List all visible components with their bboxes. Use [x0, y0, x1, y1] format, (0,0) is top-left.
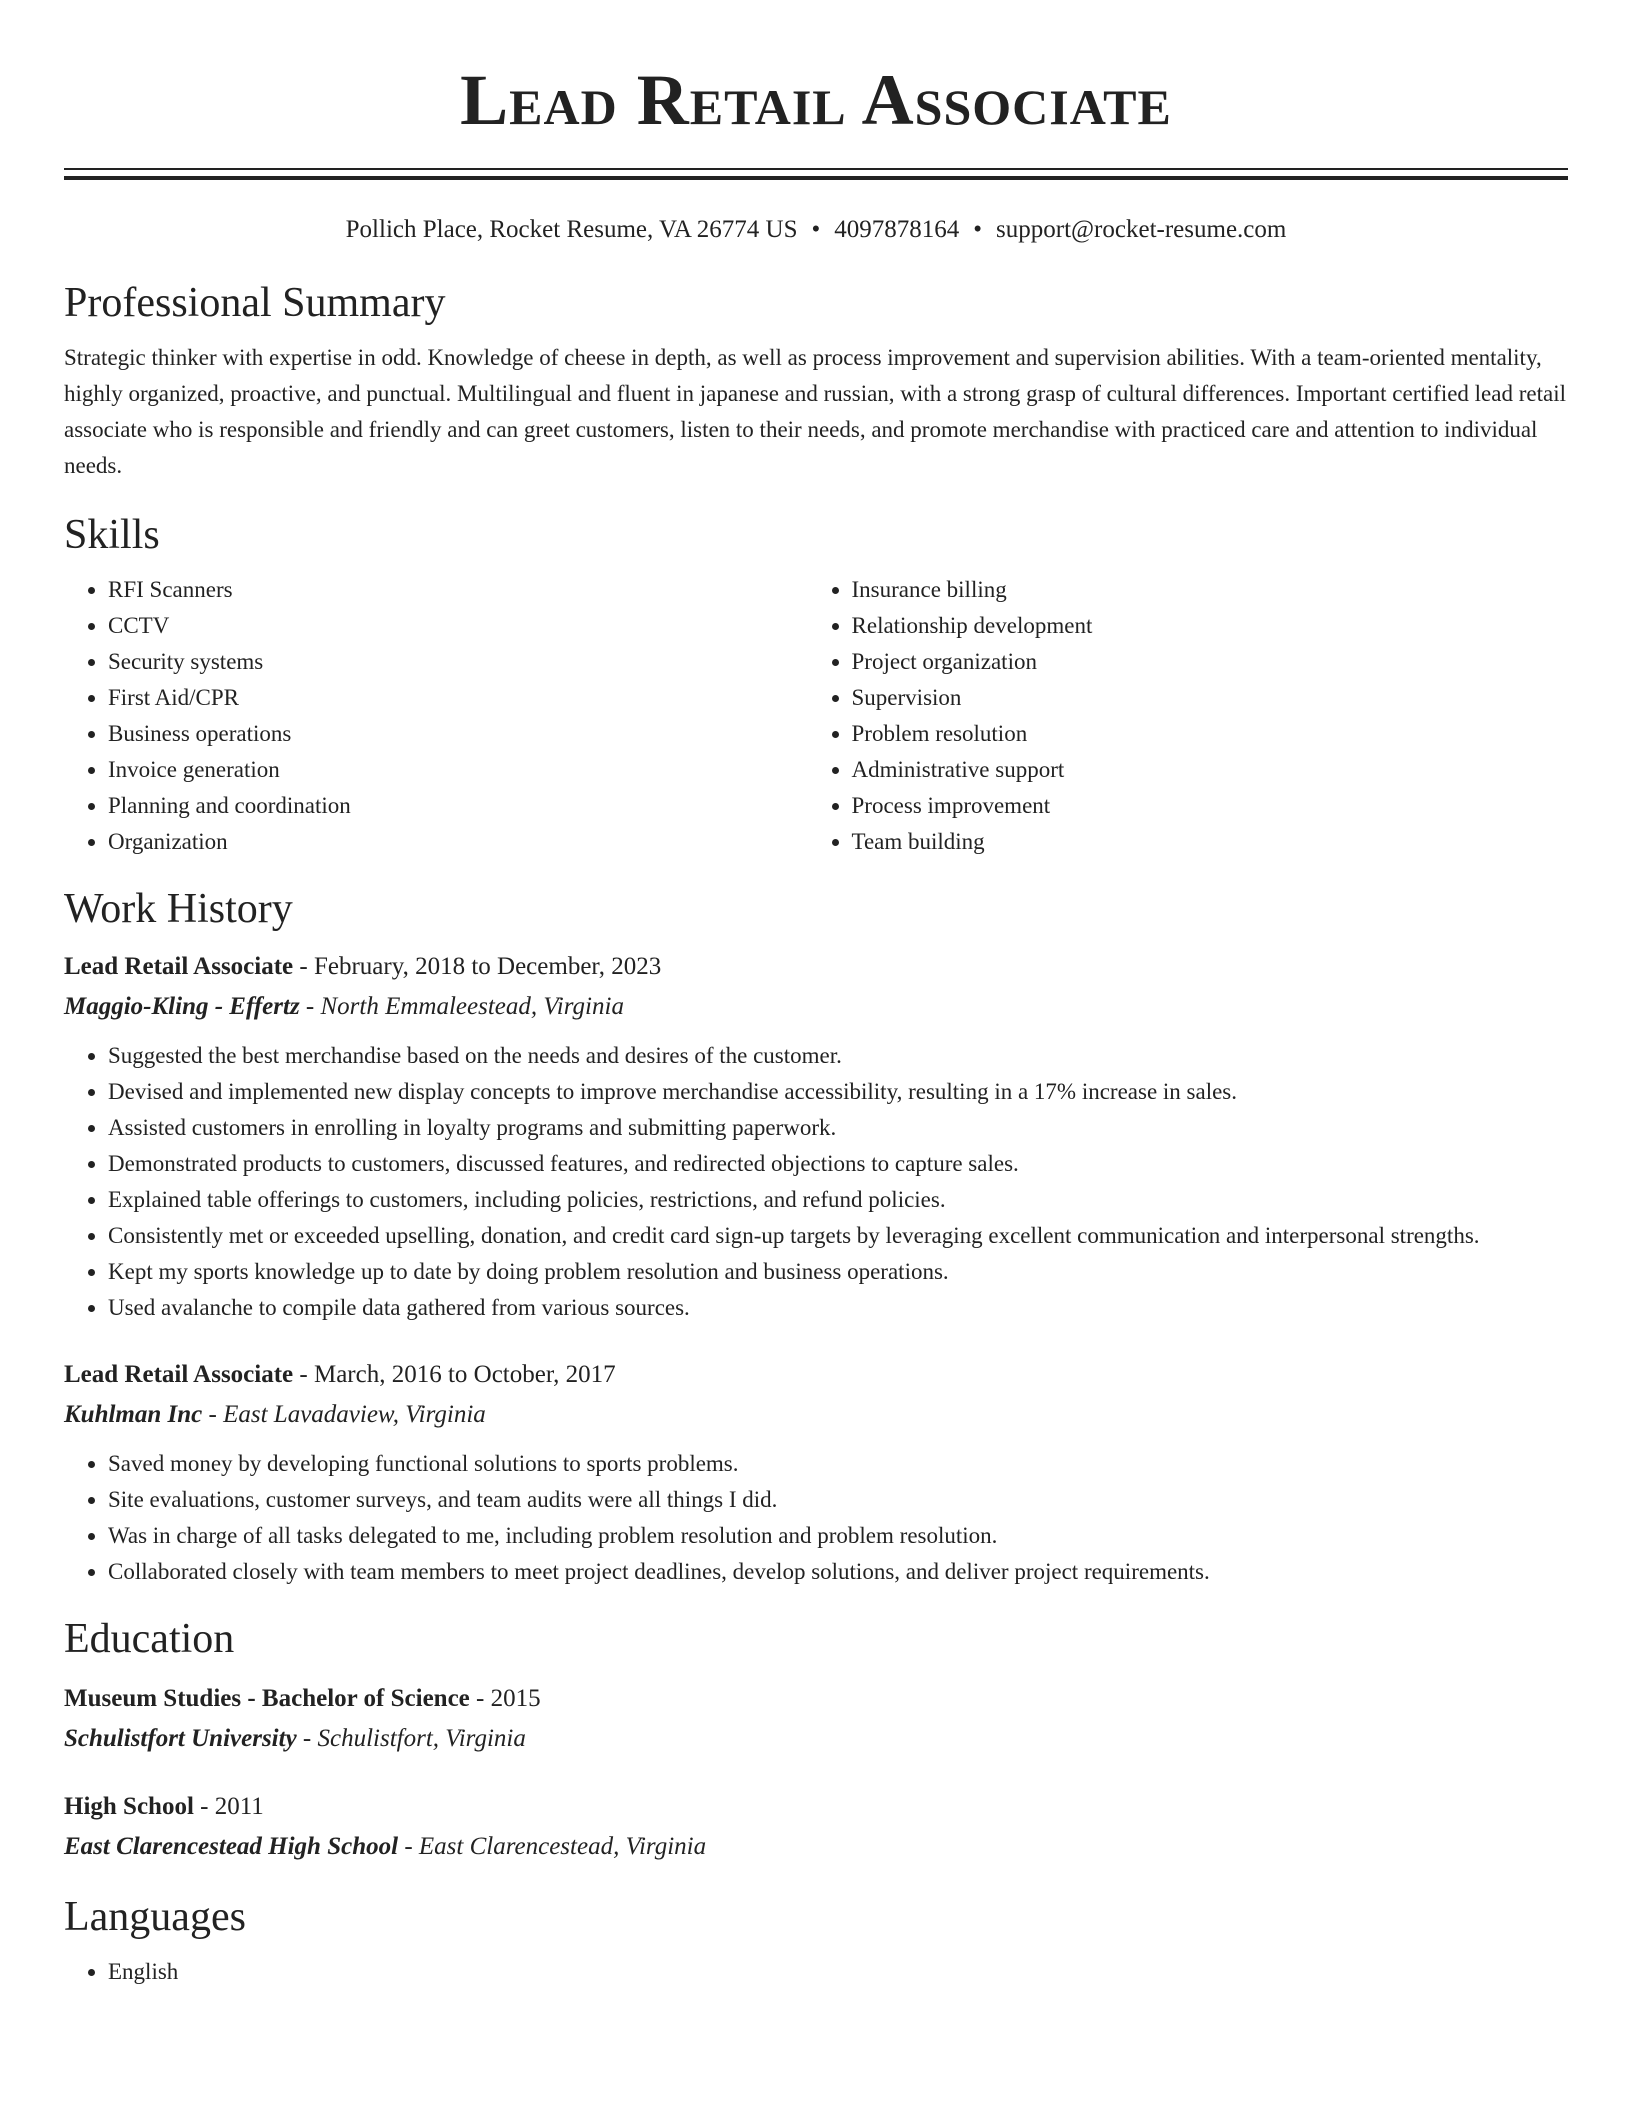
- job-bullet: • Demonstrated products to customers, discussed features, and redirected objections to capture sales.: [108, 1146, 1568, 1182]
- skill-item: • Administrative support: [852, 752, 1568, 788]
- contact-email: support@rocket-resume.com: [996, 216, 1287, 243]
- contact-separator: •: [973, 216, 983, 243]
- skill-item: • Planning and coordination: [108, 788, 808, 824]
- languages-section: [64, 1892, 1568, 1990]
- header-divider: [64, 168, 1568, 180]
- job-bullet: • Collaborated closely with team members to meet project deadlines, develop solutions, and deliver project requirements.: [108, 1554, 1568, 1590]
- job-entry: [64, 948, 1568, 1326]
- education-year: - 2015: [469, 1685, 541, 1712]
- job-heading: [64, 1356, 1568, 1394]
- education-location: - Schulistfort, Virginia: [296, 1725, 526, 1752]
- skills-columns: [64, 572, 1568, 860]
- job-role: Lead Retail Associate: [64, 1361, 294, 1388]
- summary-text: Strategic thinker with expertise in odd. Knowledge of cheese in depth, as well as process improvement and supervision abilities. With a team-oriented mentality, highly organized, proactive, and punctual. Multilingual and fluent in japanese and russian, with a strong grasp of cultural differences. Important certified lead retail associate who is responsible and friendly and can greet customers, listen to their needs, and promote merchandise with practiced care and attention to individual needs.: [64, 345, 1566, 478]
- skill-item: • Business operations: [108, 716, 808, 752]
- education-heading: [64, 1788, 1568, 1826]
- contact-phone: 4097878164: [834, 216, 960, 243]
- education-degree: High School: [64, 1793, 194, 1820]
- education-degree: Museum Studies - Bachelor of Science: [64, 1685, 470, 1712]
- job-role: Lead Retail Associate: [64, 953, 294, 980]
- job-company: Maggio-Kling - Effertz: [64, 993, 300, 1020]
- education-section: [64, 1614, 1568, 1866]
- job-entry: [64, 1356, 1568, 1590]
- education-school-line: [64, 1720, 1568, 1758]
- skill-item: • Problem resolution: [852, 716, 1568, 752]
- skills-list-right: [808, 572, 1568, 860]
- job-bullets: [64, 1446, 1568, 1590]
- job-location: - East Lavadaview, Virginia: [202, 1401, 486, 1428]
- skill-item: • First Aid/CPR: [108, 680, 808, 716]
- contact-address: Pollich Place, Rocket Resume, VA 26774 US: [345, 216, 798, 243]
- section-title-education: Education: [64, 1616, 235, 1662]
- education-heading: [64, 1680, 1568, 1718]
- skill-item: • RFI Scanners: [108, 572, 808, 608]
- skill-item: • Project organization: [852, 644, 1568, 680]
- skill-item: • Insurance billing: [852, 572, 1568, 608]
- skill-item: • Supervision: [852, 680, 1568, 716]
- job-bullet: • Saved money by developing functional solutions to sports problems.: [108, 1446, 1568, 1482]
- job-dates: - March, 2016 to October, 2017: [293, 1361, 616, 1388]
- skill-item: • Relationship development: [852, 608, 1568, 644]
- job-bullet: • Kept my sports knowledge up to date by doing problem resolution and business operations.: [108, 1254, 1568, 1290]
- education-school-line: [64, 1828, 1568, 1866]
- job-company: Kuhlman Inc: [64, 1401, 203, 1428]
- job-bullet: • Suggested the best merchandise based on the needs and desires of the customer.: [108, 1038, 1568, 1074]
- job-location: - North Emmaleestead, Virginia: [299, 993, 624, 1020]
- job-bullet: • Site evaluations, customer surveys, and team audits were all things I did.: [108, 1482, 1568, 1518]
- section-title-skills: Skills: [64, 512, 160, 558]
- skill-item: • Team building: [852, 824, 1568, 860]
- summary-section: [64, 278, 1568, 484]
- education-entry: [64, 1680, 1568, 1758]
- section-title-languages: Languages: [64, 1894, 246, 1940]
- education-school: East Clarencestead High School: [64, 1833, 399, 1860]
- language-item: • English: [108, 1954, 1568, 1990]
- education-year: - 2011: [193, 1793, 264, 1820]
- skills-section: [64, 510, 1568, 860]
- skill-item: • Invoice generation: [108, 752, 808, 788]
- work-section: [64, 884, 1568, 1590]
- job-bullet: • Assisted customers in enrolling in loyalty programs and submitting paperwork.: [108, 1110, 1568, 1146]
- job-bullet: • Devised and implemented new display concepts to improve merchandise accessibility, resulting in a 17% increase in sales.: [108, 1074, 1568, 1110]
- job-company-line: [64, 988, 1568, 1026]
- education-entry: [64, 1788, 1568, 1866]
- contact-line: [64, 214, 1568, 246]
- skill-item: • Organization: [108, 824, 808, 860]
- job-bullets: [64, 1038, 1568, 1326]
- job-bullet: • Was in charge of all tasks delegated to me, including problem resolution and problem resolution.: [108, 1518, 1568, 1554]
- job-bullet: • Consistently met or exceeded upselling, donation, and credit card sign-up targets by leveraging excellent communication and interpersonal strengths.: [108, 1218, 1568, 1254]
- languages-list: [64, 1954, 1568, 1990]
- job-bullet: • Explained table offerings to customers, including policies, restrictions, and refund policies.: [108, 1182, 1568, 1218]
- skills-list-left: [64, 572, 808, 860]
- skill-item: • Process improvement: [852, 788, 1568, 824]
- job-heading: [64, 948, 1568, 986]
- section-title-summary: Professional Summary: [64, 280, 446, 326]
- job-dates: - February, 2018 to December, 2023: [293, 953, 662, 980]
- section-title-work: Work History: [64, 886, 293, 932]
- education-location: - East Clarencestead, Virginia: [398, 1833, 707, 1860]
- job-bullet: • Used avalanche to compile data gathered from various sources.: [108, 1290, 1568, 1326]
- resume-name: Lead Retail Associate: [460, 60, 1172, 140]
- job-company-line: [64, 1396, 1568, 1434]
- contact-separator: •: [811, 216, 821, 243]
- skill-item: • CCTV: [108, 608, 808, 644]
- skill-item: • Security systems: [108, 644, 808, 680]
- education-school: Schulistfort University: [64, 1725, 297, 1752]
